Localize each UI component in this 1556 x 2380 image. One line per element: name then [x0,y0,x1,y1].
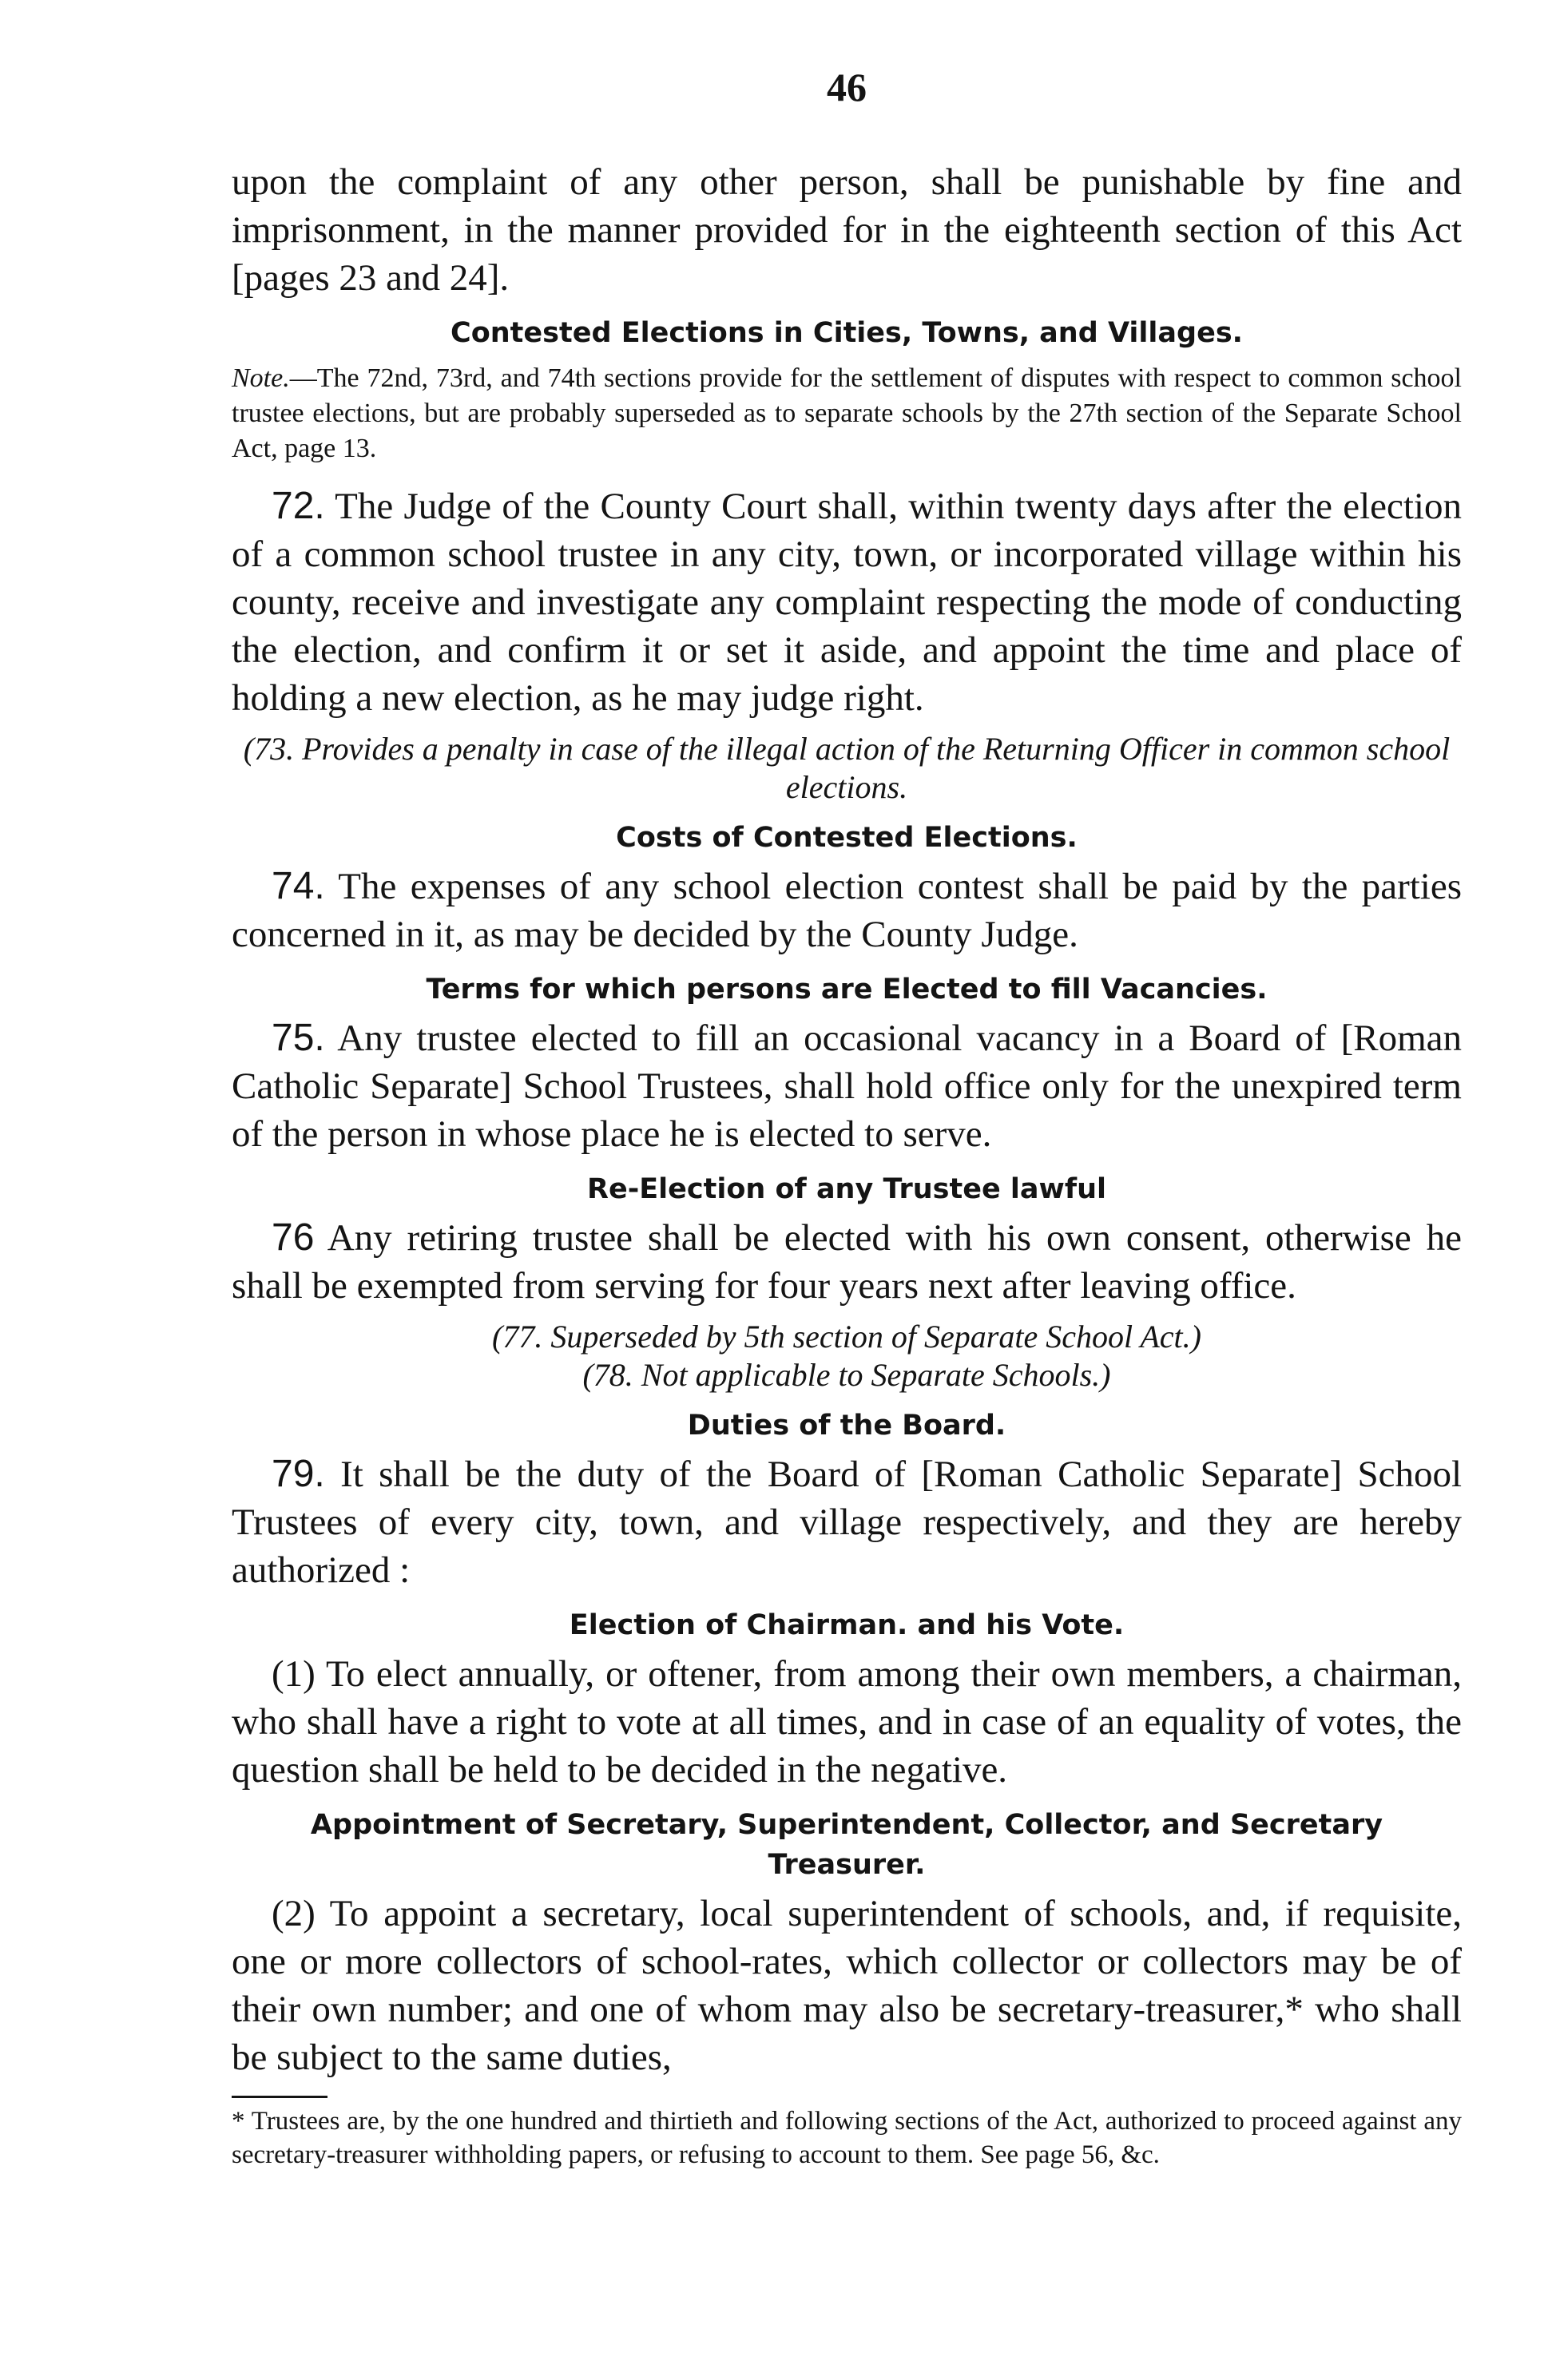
footnote: * Trustees are, by the one hundred and thirtieth and following sections of the Act, authorized to proceed against any secretary-treasurer withholding papers, or refusing to account to them. See page 56, &c. [232,2107,1462,2169]
heading-terms: Terms for which persons are Elected to fill Vacancies. [426,974,1268,1006]
note-paragraph [232,361,1462,466]
clause-1-number: (1) [272,1653,316,1695]
section-79-text: It shall be the duty of the Board of [Roman Catholic Separate] School Trustees of every city, town, and village respectively, and they are hereby authorized : [232,1454,1463,1591]
section-79-number: 79. [272,1453,325,1495]
section-74-text: The expenses of any school election contest shall be paid by the parties concerned in it, as may be decided by the County Judge. [232,866,1462,955]
clause-1-text: To elect annually, or oftener, from among their own members, a chairman, who shall have a right to vote at all times, and in case of an equality of votes, the question shall be held to be decided in the negative. [232,1653,1463,1791]
note-label: Note. [232,363,290,393]
section-72-number: 72. [272,485,325,527]
section-72-text: The Judge of the County Court shall, within twenty days after the election of a common school trustee in any city, town, or incorporated village within his county, receive and investigate any complaint respecting the mode of conducting the election, and confirm it or set it aside, and appoint the time and place of holding a new election, as he may judge right. [232,486,1462,719]
section-79 [232,1450,1462,1594]
heading-costs: Costs of Contested Elections. [616,822,1078,854]
section-72 [232,482,1462,722]
heading-duties: Duties of the Board. [687,1410,1006,1442]
page-number: 46 [827,65,867,109]
section-76-text: Any retiring trustee shall be elected with his own consent, otherwise he shall be exempted from serving for four years next after leaving office. [232,1217,1462,1307]
footnote-divider [232,2096,327,2098]
clause-2 [232,1890,1462,2081]
section-76 [232,1214,1462,1310]
section-77: (77. Superseded by 5th section of Separate School Act.) [492,1319,1201,1355]
section-76-number: 76 [272,1216,315,1259]
intro-paragraph: upon the complaint of any other person, shall be punishable by fine and imprisonment, in the manner provided for in the eighteenth section of this Act [pages 23 and 24]. [232,161,1462,299]
section-78: (78. Not applicable to Separate Schools.) [582,1357,1111,1393]
document-page [232,64,1462,2172]
section-75 [232,1014,1462,1158]
section-75-text: Any trustee elected to fill an occasional vacancy in a Board of [Roman Catholic Separate] School Trustees, shall hold office only for the unexpired term of the person in whose place he is elected to serve. [232,1017,1462,1155]
heading-reelection: Re-Election of any Trustee lawful [587,1173,1106,1205]
note-text: —The 72nd, 73rd, and 74th sections provide for the settlement of disputes with respect to common school trustee elections, but are probably superseded as to separate schools by the 27th section of the Separate School Act, page 13. [232,363,1462,463]
clause-2-text: To appoint a secretary, local superintendent of schools, and, if requisite, one or more collectors of school-rates, which collector or collectors may be of their own number; and one of whom may also be secretary-treasurer,* who shall be subject to the same duties, [232,1893,1463,2078]
clause-1 [232,1650,1462,1794]
section-73: (73. Provides a penalty in case of the illegal action of the Returning Officer in common school elections. [243,731,1451,805]
section-74-number: 74. [272,865,325,907]
heading-appointment: Appointment of Secretary, Superintendent, Collector, and Secretary Treasurer. [310,1809,1383,1881]
section-74 [232,863,1462,958]
heading-contested-elections: Contested Elections in Cities, Towns, and Villages. [451,317,1243,349]
section-75-number: 75. [272,1017,325,1059]
clause-2-number: (2) [272,1893,316,1934]
heading-chairman: Election of Chairman. and his Vote. [569,1609,1125,1641]
